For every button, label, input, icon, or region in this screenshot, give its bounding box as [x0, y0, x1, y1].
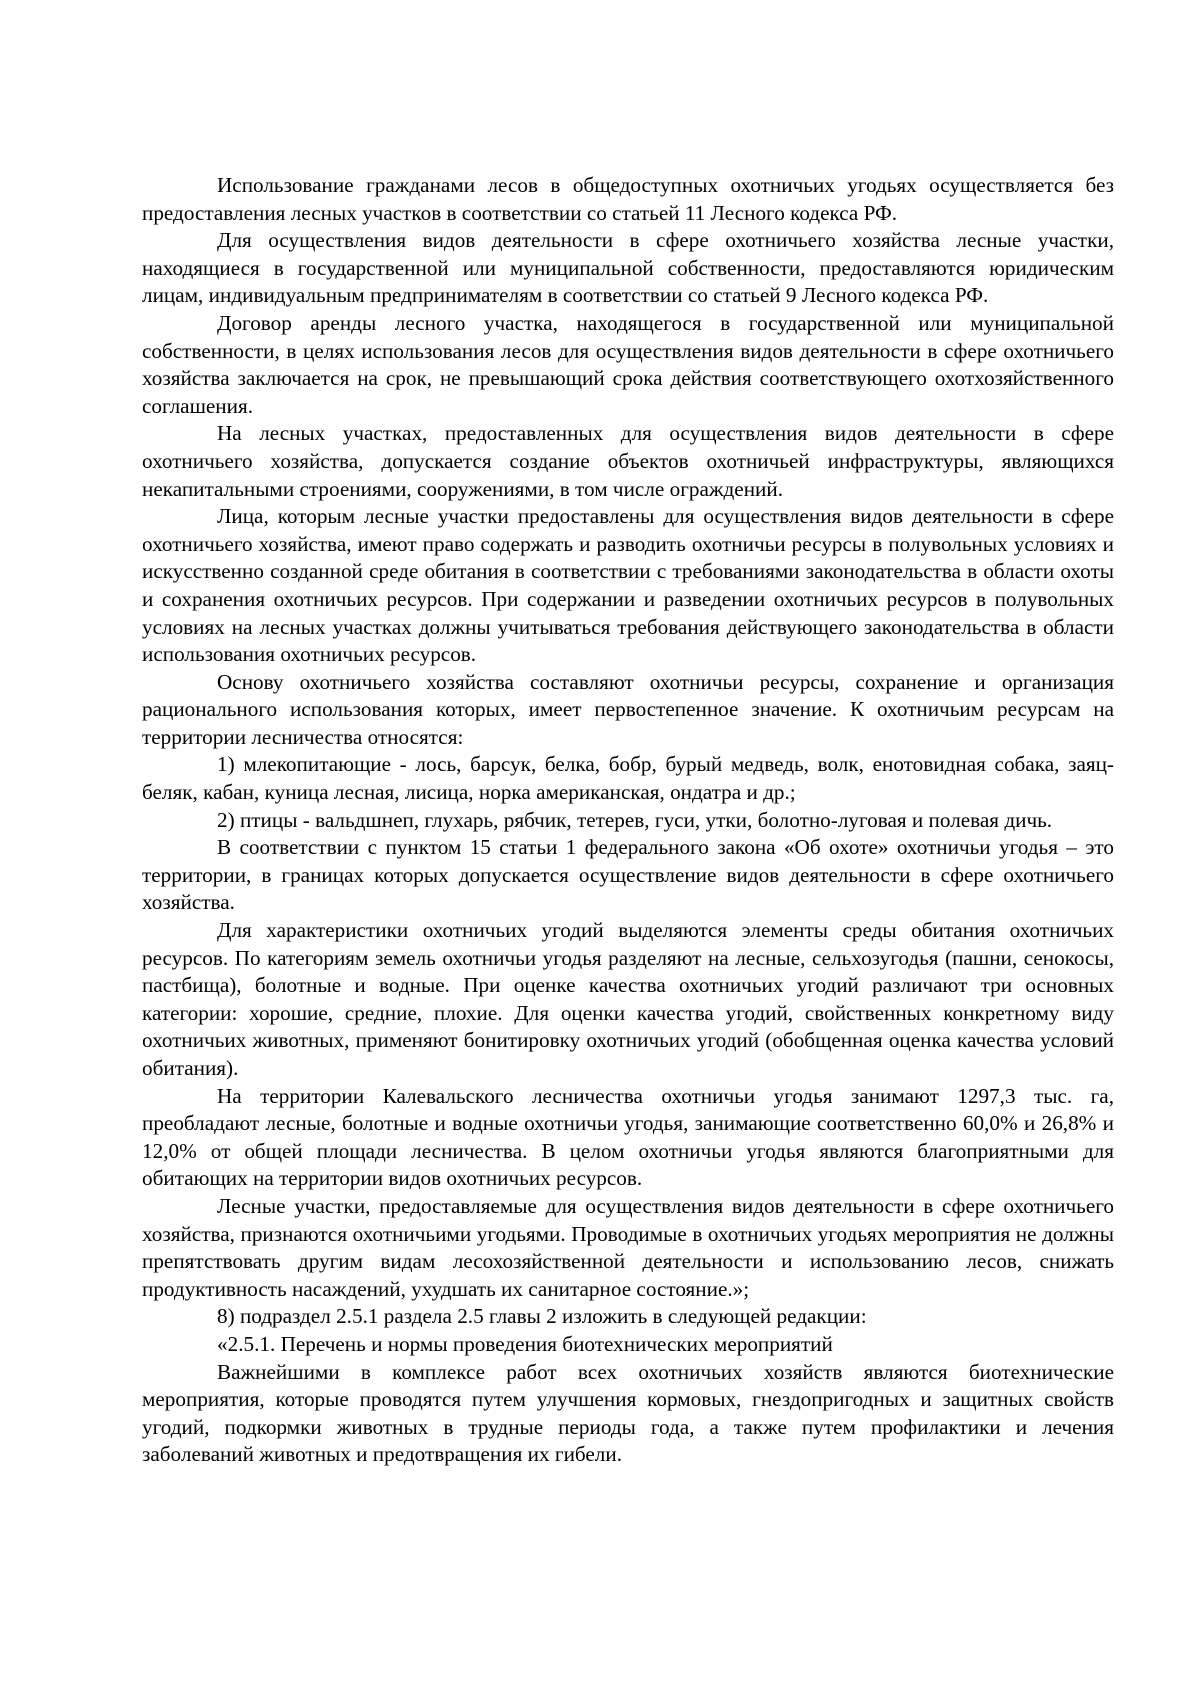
paragraph-mammals: 1) млекопитающие - лось, барсук, белка, бобр, бурый медведь, волк, енотовидная собака, заяц-беляк, кабан, куница лесная, лисица, норка американская, ондатра и др.;	[142, 752, 1114, 805]
paragraph-lease-agreement: Договор аренды лесного участка, находящегося в государственной или муниципальной собственности, в целях использования лесов для осуществления видов деятельности в сфере охотничьего хозяйства заключается на срок, не превышающий срока действия соответствующего охотхозяйственного соглашения.	[142, 310, 1114, 418]
paragraph-kalevala-area: На территории Калевальского лесничества охотничьи угодья занимают 1297,3 тыс. га, преобладают лесные, болотные и водные охотничьи угодья, занимающие соответственно 60,0% и 26,8% и 12,0% от общей площади лесничества. В целом охотничьи угодья являются благоприятными для обитающих на территории видов охотничьих ресурсов.	[142, 1083, 1114, 1191]
document-page	[142, 172, 1114, 1469]
paragraph-plot-provision: Для осуществления видов деятельности в сфере охотничьего хозяйства лесные участки, находящиеся в государственной или муниципальной собственности, предоставляются юридическим лицам, индивидуальным предпринимателям в соответствии со статьей 9 Лесного кодекса РФ.	[142, 228, 1114, 308]
paragraph-grounds-characteristics: Для характеристики охотничьих угодий выделяются элементы среды обитания охотничьих ресурсов. По категориям земель охотничьи угодья разделяют на лесные, сельхозугодья (пашни, сенокосы, пастбища), болотные и водные. При оценке качества охотничьих угодий различают три основных категории: хорошие, средние, плохие. Для оценки качества угодий, свойственных конкретному виду охотничьих животных, применяют бонитировку охотничьих угодий (обобщенная оценка качества условий обитания).	[142, 918, 1114, 1080]
section-heading-2-5-1: «2.5.1. Перечень и нормы проведения биотехнических мероприятий	[217, 1331, 833, 1356]
paragraph-semi-free-keeping: Лица, которым лесные участки предоставлены для осуществления видов деятельности в сфере охотничьего хозяйства, имеют право содержать и разводить охотничьи ресурсы в полувольных условиях и искусственно созданной среде обитания в соответствии с требованиями законодательства в области охоты и сохранения охотничьих ресурсов. При содержании и разведении охотничьих ресурсов в полувольных условиях на лесных участках должны учитываться требования действующего законодательства в области использования охотничьих ресурсов.	[142, 504, 1114, 667]
paragraph-general-use: Использование гражданами лесов в общедоступных охотничьих угодьях осуществляется без предоставления лесных участков в соответствии со статьей 11 Лесного кодекса РФ.	[142, 173, 1114, 225]
paragraph-biotechnical-measures: Важнейшими в комплексе работ всех охотничьих хозяйств являются биотехнические мероприятия, которые проводятся путем улучшения кормовых, гнездопригодных и защитных свойств угодий, подкормки животных в трудные периоды года, а также путем профилактики и лечения заболеваний животных и предотвращения их гибели.	[142, 1359, 1114, 1467]
paragraph-infrastructure: На лесных участках, предоставленных для осуществления видов деятельности в сфере охотничьего хозяйства, допускается создание объектов охотничьей инфраструктуры, являющихся некапитальными строениями, сооружениями, в том числе ограждений.	[142, 421, 1114, 501]
paragraph-amendment-8: 8) подраздел 2.5.1 раздела 2.5 главы 2 изложить в следующей редакции:	[217, 1304, 867, 1329]
paragraph-hunting-grounds-definition: В соответствии с пунктом 15 статьи 1 федерального закона «Об охоте» охотничьи угодья – это территории, в границах которых допускается осуществление видов деятельности в сфере охотничьего хозяйства.	[142, 835, 1114, 915]
paragraph-birds: 2) птицы - вальдшнеп, глухарь, рябчик, тетерев, гуси, утки, болотно-луговая и полевая дичь.	[217, 807, 1053, 832]
paragraph-hunting-resources: Основу охотничьего хозяйства составляют охотничьи ресурсы, сохранение и организация рационального использования которых, имеет первостепенное значение. К охотничьим ресурсам на территории лесничества относятся:	[142, 669, 1114, 749]
paragraph-forest-plots-grounds: Лесные участки, предоставляемые для осуществления видов деятельности в сфере охотничьего хозяйства, признаются охотничьими угодьями. Проводимые в охотничьих угодьях мероприятия не должны препятствовать другим видам лесохозяйственной деятельности и использованию лесов, снижать продуктивность насаждений, ухудшать их санитарное состояние.»;	[142, 1193, 1114, 1301]
